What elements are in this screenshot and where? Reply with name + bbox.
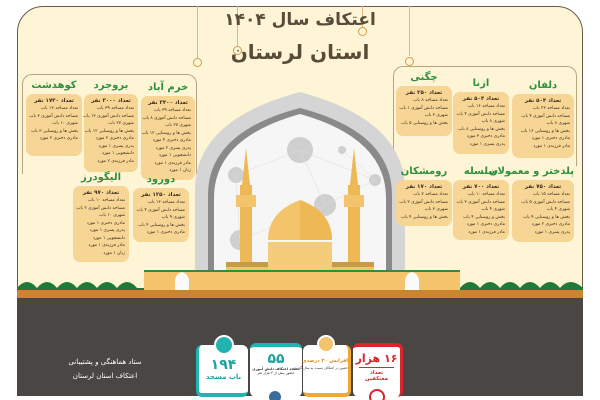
county-card: [512, 180, 574, 242]
stat-line: مادری دختری ۲ مورد: [95, 136, 134, 141]
footer-line1: ستاد هماهنگی و پشتیبانی: [68, 358, 142, 366]
county-total: تعداد ۱۷۳۰ نفر: [34, 98, 74, 104]
ground-strip: [17, 290, 583, 298]
county-card: [133, 188, 189, 242]
stat-line: تعداد مساجد ۷ باب: [413, 192, 448, 197]
county-name: ازنا: [472, 78, 490, 89]
county-card: [396, 86, 452, 136]
stat-line: بخش ها و روستایی ۳ باب: [31, 128, 78, 134]
stat-line: مادر فرزندی ۱ مورد: [468, 229, 505, 235]
stat-line: تعداد مساجد ۱۰ باب: [467, 192, 505, 197]
title-year: اعتکاف سال ۱۴۰۴: [224, 10, 376, 30]
county-total: تعداد ۱۲۵۰ نفر: [141, 192, 181, 198]
county-card: [453, 180, 509, 240]
stat-line: بخش ها و روستایی ۴ باب: [401, 214, 448, 220]
stat-line: شهری ۳ باب: [424, 207, 448, 212]
stat-line: شهری ۸ باب: [546, 121, 570, 126]
county-name: خرم آباد: [147, 82, 189, 93]
stat-line: تعداد مساجد ۱۵ باب: [532, 192, 570, 197]
county-name: چگنی: [410, 72, 438, 83]
stat-line: پدری پسری ۱ مورد: [469, 141, 505, 147]
county-total: تعداد ۱۷۰ نفر: [405, 184, 443, 190]
county-card: [396, 180, 452, 226]
county-card: [141, 96, 195, 180]
stat-line: بخش و روستایی ۴ باب: [463, 214, 505, 220]
stat-line: بخش ها و روستایی ۱۲ باب: [84, 128, 134, 134]
county-card: [84, 94, 138, 172]
participants-count: ۱۶ هزار: [355, 352, 398, 365]
stat-line: تعداد مساجد ۲۳ باب: [532, 106, 570, 111]
stat-line: زنان ۱ مورد: [169, 168, 191, 173]
stat-line: شهری ۳ باب: [424, 113, 448, 118]
stat-line: مادر فرزندی ۱ مورد: [154, 160, 191, 166]
stat-line: تعداد مساجد ۱۳ باب: [40, 106, 78, 111]
stat-line: مساجد دانش آموزی ۳ باب: [456, 199, 505, 205]
stat-line: شهری ۸ باب: [481, 119, 505, 124]
county-name: پلدختر و معمولان: [488, 166, 574, 177]
stat-line: تعداد مساجد ۱۶ باب: [467, 104, 505, 109]
county-card: [512, 94, 574, 158]
stat-line: بخش ها و روستایی ۸ باب: [458, 126, 505, 132]
stat-line: تعداد مساجد ۱۰ باب: [87, 198, 125, 203]
county-total: تعداد ۵۰۴ نفر: [524, 98, 562, 104]
county-card: [453, 92, 509, 154]
county-selseleh: [453, 166, 509, 240]
county-total: تعداد ۹۷۰ نفر: [82, 190, 120, 196]
stat-line: مساجد دانش آموزی ۱۳ باب: [82, 113, 134, 119]
growth-icon: [317, 335, 335, 353]
stat-line: مادر فرزندی ۲ مورد: [97, 158, 134, 164]
emblem-icon: [369, 389, 385, 400]
stat-line: مادری دختری ۱ مورد: [86, 220, 125, 226]
stat-line: مساجد دانش آموزی ۳ باب: [29, 113, 78, 119]
stat-line: مادر فرزندی ۱ مورد: [88, 243, 125, 248]
stat-line: شهری ۹ باب: [161, 215, 185, 220]
stat-line: پدری پسری ۱ مورد: [89, 228, 125, 233]
county-total: تعداد ۷۰۰ نفر: [462, 184, 500, 190]
stat-line: بخش ها و روستایی ۵ باب: [401, 120, 448, 126]
stat-line: مساجد دانش آموزی ۲ باب: [76, 205, 125, 211]
stat-line: مساجد دانش آموزی ۴ باب: [456, 111, 505, 117]
stat-line: مساجد دانش آموزی ۵ باب: [521, 199, 570, 205]
increase-value: افزایش ۲۰ درصدی: [301, 358, 348, 364]
stat-line: مساجد دانش آموزی ۸ باب: [142, 115, 191, 121]
stat-student-mosques: [250, 343, 302, 397]
student-mosque-count: ۵۵: [267, 351, 285, 367]
stat-line: پدری پسری ۲ مورد: [155, 145, 191, 151]
stat-line: دانشجویی ۱ مورد: [158, 153, 191, 158]
stat-line: بخش ها و روستایی ۹ باب: [523, 214, 570, 220]
mosque-label: باب مسجد: [205, 373, 242, 381]
county-boroujerd: [84, 80, 138, 172]
stat-line: شهری ۲۷ باب: [165, 123, 191, 128]
student-mosque-label: مسجد اعتکاف دانش آموزی: [252, 367, 300, 371]
county-romeshkan: [396, 166, 452, 226]
stat-line: مادری دختری ۲ مورد: [531, 222, 570, 227]
stat-line: بخش ها و روستایی ۱۶ باب: [520, 128, 570, 134]
title-province: استان لرستان: [230, 40, 370, 64]
stat-line: تعداد مساجد ۸ باب: [413, 98, 448, 103]
county-name: رومشکان: [400, 166, 448, 177]
stat-participants: [353, 343, 403, 397]
stat-line: بخش ها و روستایی ۴ باب: [138, 222, 185, 228]
stat-line: دانشجویی ۱ مورد: [92, 235, 125, 241]
stat-line: شهری ۱۰ باب: [52, 121, 78, 126]
county-name: سلسله: [463, 166, 499, 177]
stat-line: دانشجویی ۱ مورد: [101, 151, 134, 156]
participants-label: تعداد معتکفین: [359, 367, 394, 382]
stat-line: مادری دختری ۲ مورد: [39, 136, 78, 141]
stat-line: مساجد دانش آموزی ۴ باب: [136, 207, 185, 213]
county-card: [26, 94, 82, 156]
stat-line: پدری پسری ۱ مورد: [98, 143, 134, 149]
stat-line: تعداد مساجد ۳۹ باب: [153, 108, 191, 113]
county-total: تعداد ۷۵۰ نفر: [524, 184, 562, 190]
county-name: دورود: [146, 174, 176, 185]
stat-mosques: [196, 345, 248, 397]
county-total: تعداد ۲۵۰ نفر: [405, 90, 443, 96]
footer-line2: اعتکاف استان لرستان: [72, 372, 138, 380]
stat-line: تعداد مساجد ۱۳ باب: [147, 200, 185, 205]
county-khorramabad: [141, 82, 195, 180]
county-delfan: [512, 80, 574, 158]
student-mosque-sub: حضور بیش از ۳ هزار نفر: [257, 371, 295, 375]
county-aligudarz: [73, 172, 129, 262]
stat-line: مادری دختری ۳ مورد: [466, 134, 505, 139]
stat-line: شهری ۴ باب: [481, 207, 505, 212]
stat-line: تعداد مساجد ۳۹ باب: [96, 106, 134, 111]
county-chegeni: [396, 72, 452, 136]
stat-line: شهری ۱۰ باب: [99, 213, 125, 218]
stat-line: مادری دختری ۴ مورد: [152, 138, 191, 143]
stat-line: مادری دختری ۱ مورد: [531, 136, 570, 141]
county-azna: [453, 78, 509, 154]
county-kouhdasht: [26, 80, 82, 156]
county-dorud: [133, 174, 189, 242]
county-card: [73, 186, 129, 262]
stat-line: مادر فرزندی ۱ مورد: [533, 143, 570, 149]
stat-line: بخش ها و روستایی ۱۲ باب: [141, 130, 191, 136]
stat-increase: [293, 345, 351, 397]
student-icon: [267, 389, 283, 400]
stat-line: مادری دختری ۱ مورد: [466, 222, 505, 227]
stat-line: زنان ۱ مورد: [103, 250, 125, 256]
stat-line: مساجد دانش آموزی ۴ باب: [521, 113, 570, 119]
mosque-count: ۱۹۴: [210, 357, 237, 373]
county-name: کوهدشت: [31, 80, 77, 91]
stat-line: پدری پسری ۱ مورد: [534, 229, 570, 235]
stat-line: مساجد دانش آموزی ۲ باب: [399, 199, 448, 205]
footer-organization: [40, 355, 170, 383]
stat-line: شهری ۴ باب: [546, 207, 570, 212]
stat-line: شهری ۲۷ باب: [108, 121, 134, 126]
increase-sub: حضور در اعتکاف نسبت به سال گذشته: [293, 366, 348, 370]
county-total: تعداد ۳۴۰۰ نفر: [148, 100, 188, 106]
mosque-icon: [214, 335, 234, 355]
county-name: بروجرد: [93, 80, 129, 91]
county-total: تعداد ۳۰۰۰ نفر: [91, 98, 131, 104]
county-name: دلفان: [528, 80, 558, 91]
county-poldokhtar: [488, 166, 574, 242]
county-total: تعداد ۵۰۴ نفر: [462, 96, 500, 102]
stat-line: مادری دختری ۱ مورد: [146, 230, 185, 235]
stat-line: مساجد دانش آموزی ۱ باب: [399, 105, 448, 111]
county-name: الیگودرز: [81, 172, 121, 183]
